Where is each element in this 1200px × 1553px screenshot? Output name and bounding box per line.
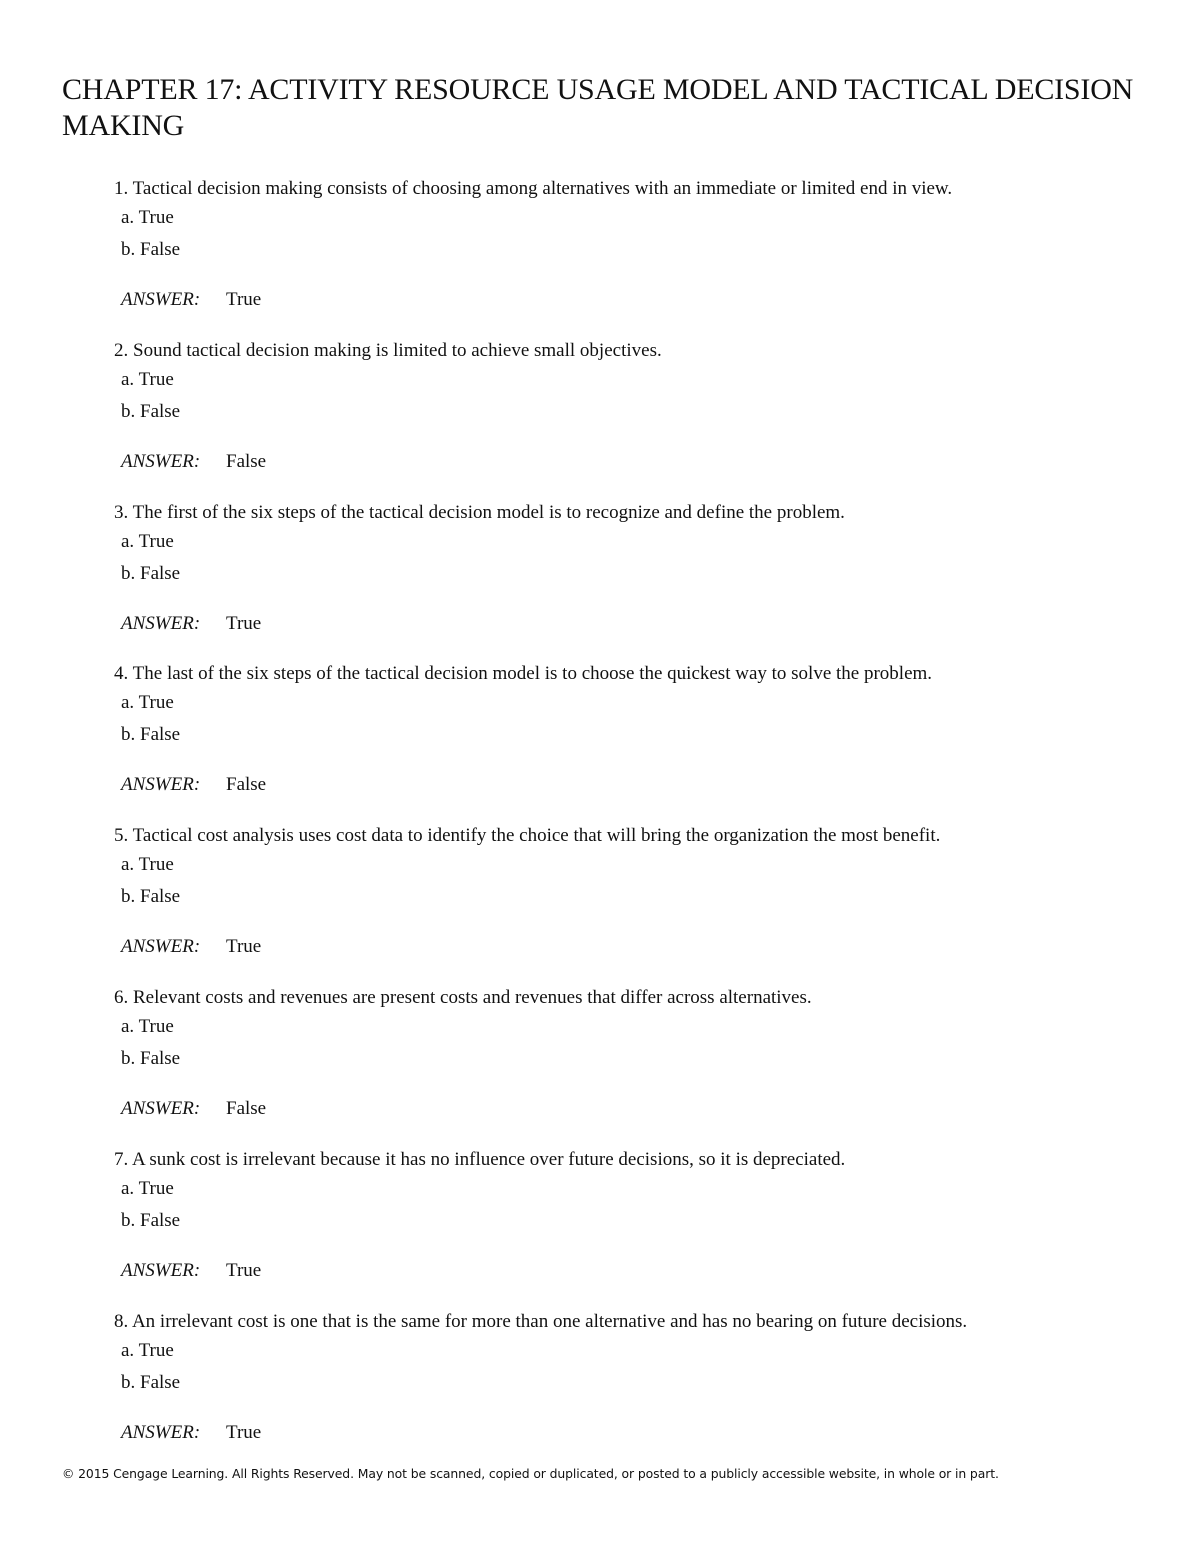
option-b: b. False [121,563,181,584]
answer-value: True [226,289,262,310]
option-b: b. False [121,1048,181,1069]
answer-line [121,289,261,311]
answer-line [121,1098,266,1120]
copyright-footer: © 2015 Cengage Learning. All Rights Reserved. May not be scanned, copied or duplicated, or posted to a publicly accessible website, in whole or in part. [62,1466,999,1481]
answer-line [121,1422,261,1444]
answer-value: True [226,1260,262,1281]
answer-label: ANSWER: [121,289,201,310]
answer-line [121,774,266,796]
answer-value: True [226,936,262,957]
answer-value: False [226,451,267,472]
option-a: a. True [121,531,174,552]
option-a: a. True [121,369,174,390]
option-a: a. True [121,692,174,713]
option-a: a. True [121,1178,174,1199]
question-text: 8. An irrelevant cost is one that is the same for more than one alternative and has no bearing on future decisions. [114,1311,968,1332]
question-text: 3. The first of the six steps of the tactical decision model is to recognize and define the problem. [114,502,845,523]
answer-label: ANSWER: [121,451,201,472]
option-b: b. False [121,401,181,422]
option-b: b. False [121,886,181,907]
answer-line [121,451,266,473]
option-b: b. False [121,239,181,260]
option-b: b. False [121,724,181,745]
option-b: b. False [121,1372,181,1393]
answer-label: ANSWER: [121,1422,201,1443]
chapter-title: CHAPTER 17: ACTIVITY RESOURCE USAGE MODEL AND TACTICAL DECISION MAKING [62,73,1134,142]
question-text: 6. Relevant costs and revenues are present costs and revenues that differ across alternatives. [114,987,812,1008]
option-a: a. True [121,1340,174,1361]
question-text: 5. Tactical cost analysis uses cost data to identify the choice that will bring the organization the most benefit. [114,825,941,846]
answer-line [121,1260,261,1282]
answer-label: ANSWER: [121,613,201,634]
option-b: b. False [121,1210,181,1231]
option-a: a. True [121,207,174,228]
question-text: 4. The last of the six steps of the tactical decision model is to choose the quickest way to solve the problem. [114,663,933,684]
question-text: 1. Tactical decision making consists of choosing among alternatives with an immediate or limited end in view. [114,178,953,199]
option-a: a. True [121,854,174,875]
question-text: 7. A sunk cost is irrelevant because it has no influence over future decisions, so it is depreciated. [114,1149,846,1170]
answer-label: ANSWER: [121,936,201,957]
answer-line [121,613,261,635]
answer-label: ANSWER: [121,1098,201,1119]
answer-value: True [226,1422,262,1443]
question-text: 2. Sound tactical decision making is limited to achieve small objectives. [114,340,662,361]
answer-line [121,936,261,958]
answer-value: False [226,1098,267,1119]
answer-value: True [226,613,262,634]
answer-label: ANSWER: [121,774,201,795]
answer-label: ANSWER: [121,1260,201,1281]
answer-value: False [226,774,267,795]
option-a: a. True [121,1016,174,1037]
